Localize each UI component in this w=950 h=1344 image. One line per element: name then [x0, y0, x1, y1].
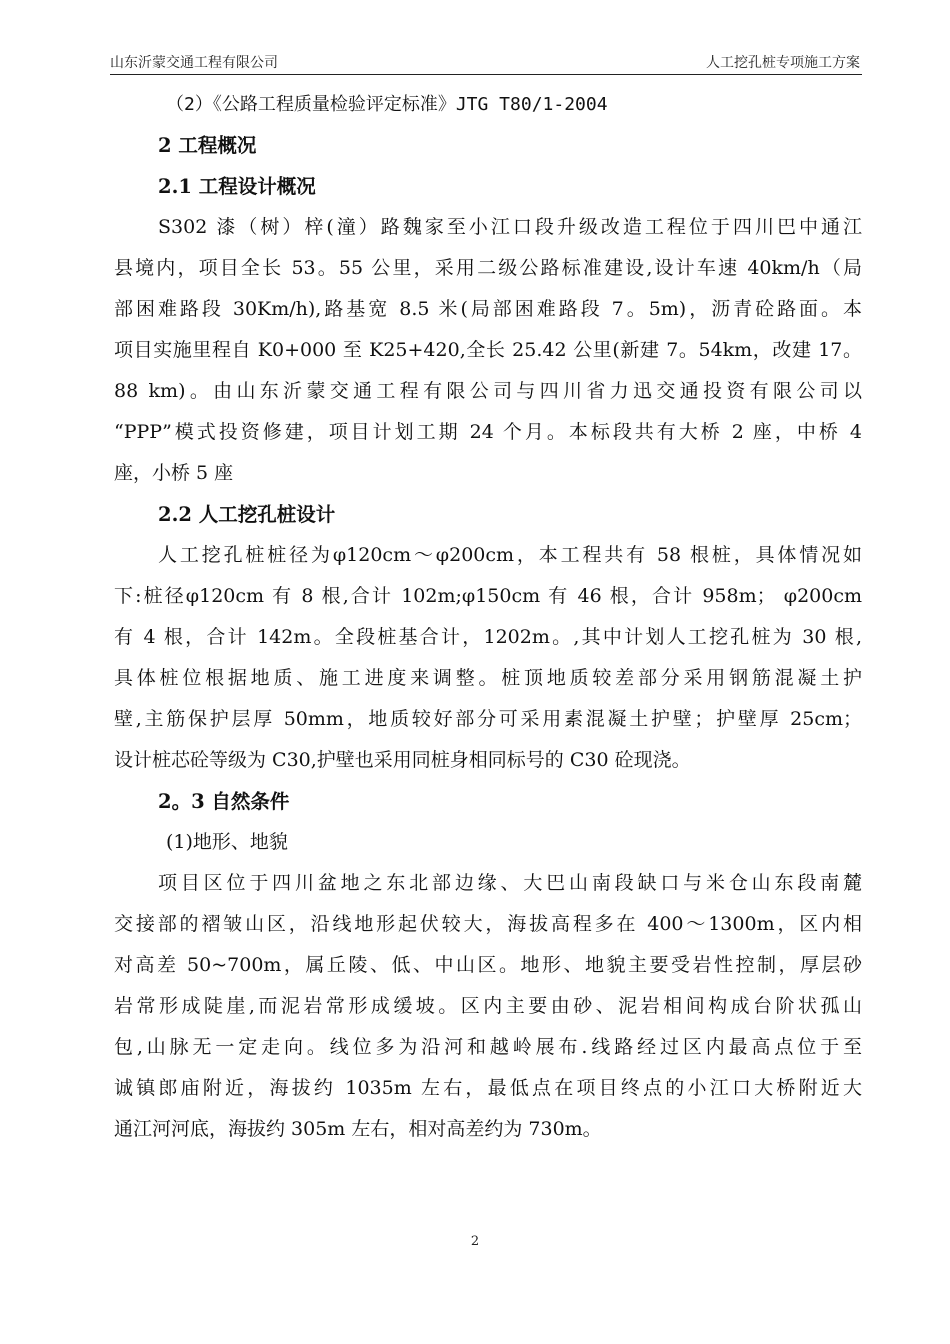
paragraph-line: 通江河河底，海拔约 305m 左右，相对高差约为 730m。: [114, 1118, 602, 1140]
paragraph-line: 诚镇郎庙附近，海拔约 1035m 左右，最低点在项目终点的小江口大桥附近大: [114, 1077, 862, 1099]
section-heading-overview: 2 工程概况: [158, 134, 257, 157]
paragraph-line: 设计桩芯砼等级为 C30,护壁也采用同桩身相同标号的 C30 砼现浇。: [114, 749, 691, 771]
header-doc-title: 人工挖孔桩专项施工方案: [706, 55, 860, 71]
paragraph-line: 项目区位于四川盆地之东北部边缘、大巴山南段缺口与米仓山东段南麓: [158, 872, 862, 894]
paragraph-line: 县境内，项目全长 53。55 公里，采用二级公路标准建设,设计车速 40km/h（局: [114, 257, 862, 279]
paragraph-line: 88 km)。由山东沂蒙交通工程有限公司与四川省力迅交通投资有限公司以: [114, 380, 862, 402]
paragraph-line: 有 4 根，合计 142m。全段桩基合计，1202m。,其中计划人工挖孔桩为 30 根,: [114, 626, 862, 648]
paragraph-line: “PPP”模式投资修建，项目计划工期 24 个月。本标段共有大桥 2 座，中桥 4: [114, 421, 862, 443]
paragraph-line: 包,山脉无一定走向。线位多为沿河和越岭展布.线路经过区内最高点位于至: [114, 1036, 862, 1058]
paragraph-pile-design: [114, 535, 862, 781]
section-heading-design-overview: 2.1 工程设计概况: [158, 175, 316, 198]
paragraph-terrain: [114, 863, 862, 1150]
paragraph-line: 项目实施里程自 K0+000 至 K25+420,全长 25.42 公里(新建 7。54km，改建 17。: [114, 339, 862, 361]
paragraph-line: 部困难路段 30Km/h),路基宽 8.5 米(局部困难路段 7。5m)，沥青砼路面。本: [114, 298, 862, 320]
paragraph-line: 具体桩位根据地质、施工进度来调整。桩顶地质较差部分采用钢筋混凝土护: [114, 667, 862, 689]
paragraph-line: S302 漆（树）梓(潼）路魏家至小江口段升级改造工程位于四川巴中通江: [158, 216, 862, 238]
paragraph-line: 下:桩径φ120cm 有 8 根,合计 102m;φ150cm 有 46 根，合计 958m； φ200cm: [114, 585, 862, 607]
paragraph-line: 人工挖孔桩桩径为φ120cm～φ200cm，本工程共有 58 根桩，具体情况如: [158, 544, 862, 566]
section-heading-pile-design: 2.2 人工挖孔桩设计: [158, 503, 336, 526]
page-header: [110, 52, 862, 75]
subsection-heading-terrain: (1)地形、地貌: [166, 831, 288, 853]
page-number: 2: [470, 1234, 480, 1249]
paragraph-line: 岩常形成陡崖,而泥岩常形成缓坡。区内主要由砂、泥岩相间构成台阶状孤山: [114, 995, 862, 1017]
header-company: 山东沂蒙交通工程有限公司: [110, 55, 278, 71]
section-heading-natural-conditions: 2。3 自然条件: [158, 790, 290, 813]
paragraph-line: 座，小桥 5 座: [114, 462, 234, 484]
reference-standard-line: （2）《公路工程质量检验评定标准》JTG T80/1-2004: [166, 94, 608, 115]
page-body: [114, 84, 862, 1150]
paragraph-line: 交接部的褶皱山区，沿线地形起伏较大，海拔高程多在 400～1300m，区内相: [114, 913, 862, 935]
paragraph-line: 壁,主筋保护层厚 50mm，地质较好部分可采用素混凝土护壁；护壁厚 25cm；: [114, 708, 862, 730]
paragraph-line: 对高差 50~700m，属丘陵、低、中山区。地形、地貌主要受岩性控制，厚层砂: [114, 954, 862, 976]
paragraph-project-overview: [114, 207, 862, 494]
